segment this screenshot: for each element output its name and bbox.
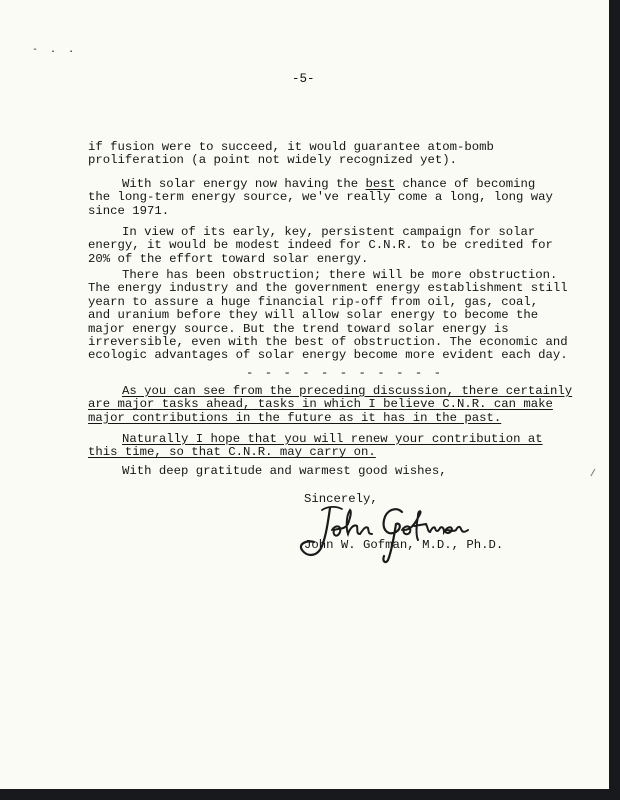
text-line [88, 384, 573, 398]
text-line [88, 178, 558, 191]
closing-salutation: Sincerely, [304, 492, 378, 506]
underlined-text: As you can see from the preceding discussion, there certainly [122, 384, 573, 398]
text-line [88, 412, 558, 425]
text-line: since 1971. [88, 203, 170, 218]
text-line: 20% of the effort toward solar energy. [88, 251, 369, 266]
text-line [88, 398, 558, 411]
paragraph-renew [88, 433, 558, 460]
text-line: In view of its early, key, persistent campaign for solar [122, 225, 536, 239]
handwritten-signature [292, 500, 502, 570]
typed-name: John W. Gofman, M.D., Ph.D. [304, 538, 504, 552]
paragraph-cnr-credit [88, 226, 558, 266]
corner-marks: - . . [32, 44, 78, 55]
text-line: major energy source. But the trend toward solar energy is [88, 321, 509, 336]
underlined-text: are major tasks ahead, tasks in which I believe C.N.R. can make [88, 397, 553, 412]
text-line: yearn to assure a huge financial rip-off from oil, gas, coal, [88, 294, 539, 309]
underlined-text: major contributions in the future as it has in the past. [88, 410, 502, 425]
emphasized-word: best [365, 177, 396, 191]
text-line: There has been obstruction; there will be more obstruction. [122, 268, 558, 282]
text-line: ecologic advantages of solar energy become more evident each day. [88, 348, 568, 363]
text-line [88, 433, 558, 446]
text-line: energy, it would be modest indeed for C.N.R. to be credited for [88, 238, 553, 253]
paragraph-solar-chance [88, 178, 558, 218]
text-line: irreversible, even with the best of obstruction. The economic and [88, 334, 568, 349]
scan-background-right [609, 0, 620, 800]
margin-mark [590, 469, 600, 479]
underlined-text: this time, so that C.N.R. may carry on. [88, 445, 376, 460]
text-line: the long-term energy source, we've really come a long, long way [88, 190, 553, 205]
text-line: if fusion were to succeed, it would guarantee atom-bomb [88, 140, 494, 154]
underlined-text: Naturally I hope that you will renew your contribution at [122, 432, 543, 446]
text-line: The energy industry and the government energy establishment still [88, 281, 568, 296]
paragraph-obstruction [88, 268, 568, 363]
paragraph-fusion [88, 141, 558, 168]
paragraph-gratitude [88, 465, 558, 478]
text-line [88, 446, 558, 459]
text-line: With deep gratitude and warmest good wishes, [122, 464, 447, 478]
text-line: and uranium before they will allow solar energy to become the [88, 308, 539, 323]
page-number: -5- [292, 72, 315, 86]
scan-background-bottom [0, 789, 620, 800]
paragraph-major-tasks [88, 384, 573, 425]
text-line-start: With solar energy now having the best chance of becoming [122, 177, 536, 191]
text-line: proliferation (a point not widely recognized yet). [88, 153, 457, 168]
section-separator: - - - - - - - - - - - [246, 366, 443, 380]
